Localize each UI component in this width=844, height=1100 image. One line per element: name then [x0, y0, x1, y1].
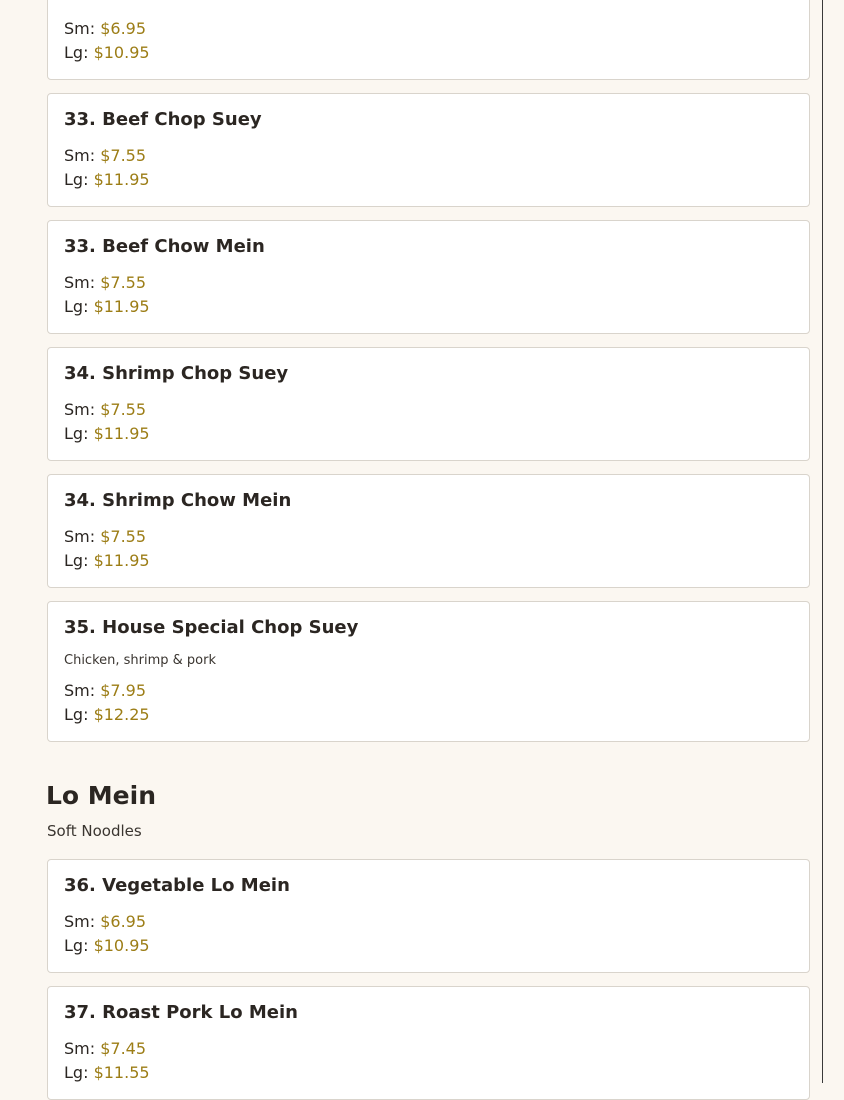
menu-item-name: 37. Roast Pork Lo Mein: [64, 1002, 298, 1023]
menu-item-name: 33. Beef Chop Suey: [64, 109, 262, 130]
price-large: Lg: $11.95: [64, 424, 150, 443]
menu-item-card[interactable]: [47, 474, 810, 588]
price-small: Sm: $7.55: [64, 400, 147, 419]
price-small: Sm: $7.55: [64, 146, 147, 165]
price-large: Lg: $11.95: [64, 551, 150, 570]
menu-item-card[interactable]: [47, 93, 810, 207]
price-large: Lg: $10.95: [64, 936, 150, 955]
menu-item-description: Chicken, shrimp & pork: [64, 653, 217, 668]
menu-item-card[interactable]: [47, 220, 810, 334]
menu-item-card[interactable]: [47, 601, 810, 742]
price-small: Sm: $6.95: [64, 19, 147, 38]
price-small: Sm: $7.95: [64, 681, 147, 700]
menu-item-name: 34. Shrimp Chop Suey: [64, 363, 289, 384]
price-large: Lg: $11.55: [64, 1063, 150, 1082]
menu-item-name: 34. Shrimp Chow Mein: [64, 490, 292, 511]
section-title: Lo Mein: [46, 781, 157, 810]
price-small: Sm: $6.95: [64, 912, 147, 931]
menu-item-name: 35. House Special Chop Suey: [64, 617, 359, 638]
price-large: Lg: $10.95: [64, 43, 150, 62]
price-large: Lg: $11.95: [64, 297, 150, 316]
section-subtitle: Soft Noodles: [47, 822, 142, 840]
menu-item-card[interactable]: [47, 0, 810, 80]
price-large: Lg: $11.95: [64, 170, 150, 189]
price-large: Lg: $12.25: [64, 705, 150, 724]
price-small: Sm: $7.45: [64, 1039, 147, 1058]
menu-item-card[interactable]: [47, 859, 810, 973]
price-small: Sm: $7.55: [64, 527, 147, 546]
price-small: Sm: $7.55: [64, 273, 147, 292]
menu-item-card[interactable]: [47, 347, 810, 461]
menu-item-name: 33. Beef Chow Mein: [64, 236, 265, 257]
menu-item-name: 36. Vegetable Lo Mein: [64, 875, 290, 896]
scroll-edge-divider: [822, 0, 823, 1083]
